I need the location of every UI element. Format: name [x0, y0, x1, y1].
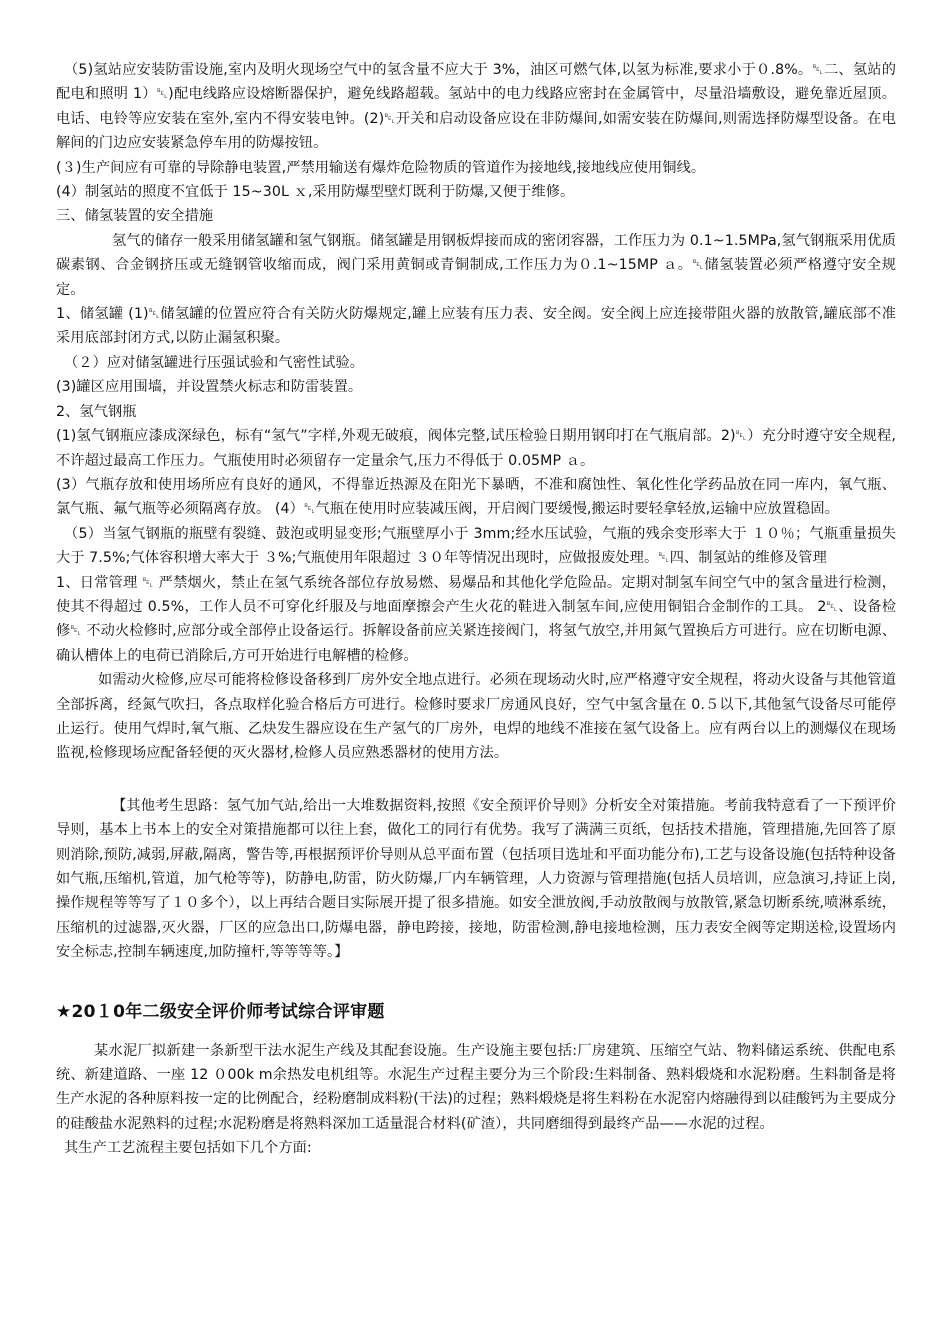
paragraph-process-flow: 其生产工艺流程主要包括如下几个方面: [64, 1140, 312, 1157]
paragraph-hot-work: 如需动火检修,应尽可能将检修设备移到厂房外安全地点进行。必须在现场动火时,应严格遵守安全规程，将动火设备与其他管道全部拆离，经氮气吹扫，各点取样化验合格后方可进行。检修时要求厂房通风良好，空气中氢含量在 0.５以下,其他氢气设备尽可能停止运行。使用气焊时,氧气瓶、乙炔发生器应设在生产氢气的厂房外，电焊的地线不准接在氢气设备上。应有两台以上的测爆仪在现场监视,检修现场应配备轻便的灭火器材,检修人员应熟悉器材的使用方法。 [56, 672, 896, 762]
section-heading-storage: 三、储氢装置的安全措施 [56, 208, 214, 225]
paragraph-daily-management: 1、日常管理 ␇ 严禁烟火，禁止在氢气系统各部位存放易燃、易爆品和其他化学危险品。定期对制氢车间空气中的氢含量进行检测，使其不得超过 0.5%，工作人员不可穿化纤服及与地面摩擦会产生火花的鞋进入制氢车间,应使用铜铝合金制作的工具。 2␇、设备检修␇ 不动火检修时,应部分或全部停止设备运行。拆解设备前应关紧连接阀门，将氢气放空,并用氮气置换后方可进行。应在切断电源、确认槽体上的电荷已消除后,方可开始进行电解槽的检修。 [56, 574, 896, 664]
paragraph-pressure-test: （２）应对储氢罐进行压强试验和气密性试验。 [64, 354, 365, 371]
paragraph-storage-intro: 氢气的储存一般采用储氢罐和氢气钢瓶。储氢罐是用钢板焊接而成的密闭容器，工作压力为 0.1~1.5MPa,氢气钢瓶采用优质碳素钢、合金钢挤压或无缝钢管收缩而成，阀门采用黄铜或青铜制成,工作压力为０.1~15MP ａ。␇储氢装置必须严格遵守安全规定。 [56, 232, 896, 298]
spacer [56, 766, 896, 794]
paragraph-other-candidates: 【其他考生思路：氢气加气站,给出一大堆数据资料,按照《安全预评价导则》分析安全对策措施。考前我特意看了一下预评价导则，基本上书本上的安全对策措施都可以往上套，做化工的同行有优势。我写了满满三页纸，包括技术措施，管理措施,先回答了原则消除,预防,减弱,屏蔽,隔离，警告等,再根据预评价导则从总平面布置（包括项目选址和平面功能分布),工艺与设备设施(包括特种设备如气瓶,压缩机,管道，加气枪等等)，防静电,防雷，防火防爆,厂内车辆管理，人力资源与管理措施(包括人员培训，应急演习,持证上岗,操作规程等等写了１０多个），以上再结合题目实际展开提了很多措施。如安全泄放阀,手动放散阀与放散管,紧急切断系统,喷淋系统，压缩机的过滤器,灭火器，厂区的应急出口,防爆电器，静电跨接，接地，防雷检测,静电接地检测，压力表安全阀等定期送检,设置场内安全标志,控制车辆速度,加防撞杆,等等等等。】 [56, 797, 896, 961]
paragraph-cement-plant: 某水泥厂拟新建一条新型干法水泥生产线及其配套设施。生产设施主要包括:厂房建筑、压缩空气站、物料储运系统、供配电系统、新建道路、一座 12 ０00k m余热发电机组等。水泥生产过程主要分为三个阶段:生料制备、熟料煅烧和水泥粉磨。生料制备是将生产水泥的各种原料按一定的比例配合，经粉磨制成料粉(干法)的过程；熟料煅烧是将生料粉在水泥窑内熔融得到以硅酸钙为主要成分的硅酸盐水泥熟料的过程;水泥粉磨是将熟料深加工适量混合材料(矿渣），共同磨细得到最终产品——水泥的过程。 [56, 1042, 896, 1132]
paragraph-hydrogen-station-lightning: （5)氢站应安装防雷设施,室内及明火现场空气中的氢含量不应大于 3%，油区可燃气体,以氢为标准,要求小于０.8%。␇二、氢站的配电和照明 1）␇)配电线路应设熔断器保护，避免线路超载。氢站中的电力线路应密封在金属管中，尽量沿墙敷设，避免靠近屋顶。电话、电铃等应安装在室外,室内不得安装电钟。(2)␇开关和启动设备应设在非防爆间,如需安装在防爆间,则需选择防爆型设备。在电解间的门边应安装紧急停车用的防爆按钮。 [56, 62, 896, 152]
exam-heading: ★20１0年二级安全评价师考试综合评审题 [56, 1001, 385, 1022]
spacer [56, 965, 896, 999]
paragraph-static-grounding: (３)生产间应有可靠的导除静电装置,严禁用输送有爆炸危险物质的管道作为接地线,接地线应使用铜线。 [56, 159, 706, 176]
paragraph-cylinder-color: (1)氢气钢瓶应漆成深绿色，标有“氢气”字样,外观无破痕，阀体完整,试压检验日期用钢印打在气瓶肩部。2)␇）充分时遵守安全规程,不许超过最高工作压力。气瓶使用时必须留存一定量余气,压力不得低于 0.05MP ａ。 [56, 428, 896, 469]
paragraph-cylinder-storage: (3）气瓶存放和使用场所应有良好的通风，不得靠近热源及在阳光下暴晒，不准和腐蚀性、氧化性化学药品放在同一库内，氧气瓶、氯气瓶、氟气瓶等必须隔离存放。 (4）␇气瓶在使用时应装减压阀，开启阀门要缓慢,搬运时要轻拿轻放,运输中应放置稳固。 [56, 476, 896, 518]
paragraph-cylinder-scrap: （5）当氢气钢瓶的瓶壁有裂缝、鼓泡或明显变形;气瓶壁厚小于 3mm;经水压试验，气瓶的残余变形率大于 １０％；气瓶重量损失大于 7.5%;气体容积增大率大于 ３%;气瓶使用年限超过 ３０年等情况出现时，应做报废处理。␇四、制氢站的维修及管理 [56, 525, 896, 567]
document-page [56, 58, 896, 1161]
subheading-cylinders: 2、氢气钢瓶 [56, 403, 137, 420]
spacer [56, 1025, 896, 1039]
paragraph-storage-tank: 1、储氢罐 (1)␇储氢罐的位置应符合有关防火防爆规定,罐上应装有压力表、安全阀。安全阀上应连接带阻火器的放散管,罐底部不准采用底部封闭方式,以防止漏氢积聚。 [56, 306, 896, 347]
paragraph-illumination: (4）制氢站的照度不宜低于 15~30L ｘ,采用防爆型壁灯既利于防爆,又便于维修。 [56, 184, 575, 201]
paragraph-tank-wall: (3)罐区应用围墙，并设置禁火标志和防雷装置。 [56, 379, 363, 396]
